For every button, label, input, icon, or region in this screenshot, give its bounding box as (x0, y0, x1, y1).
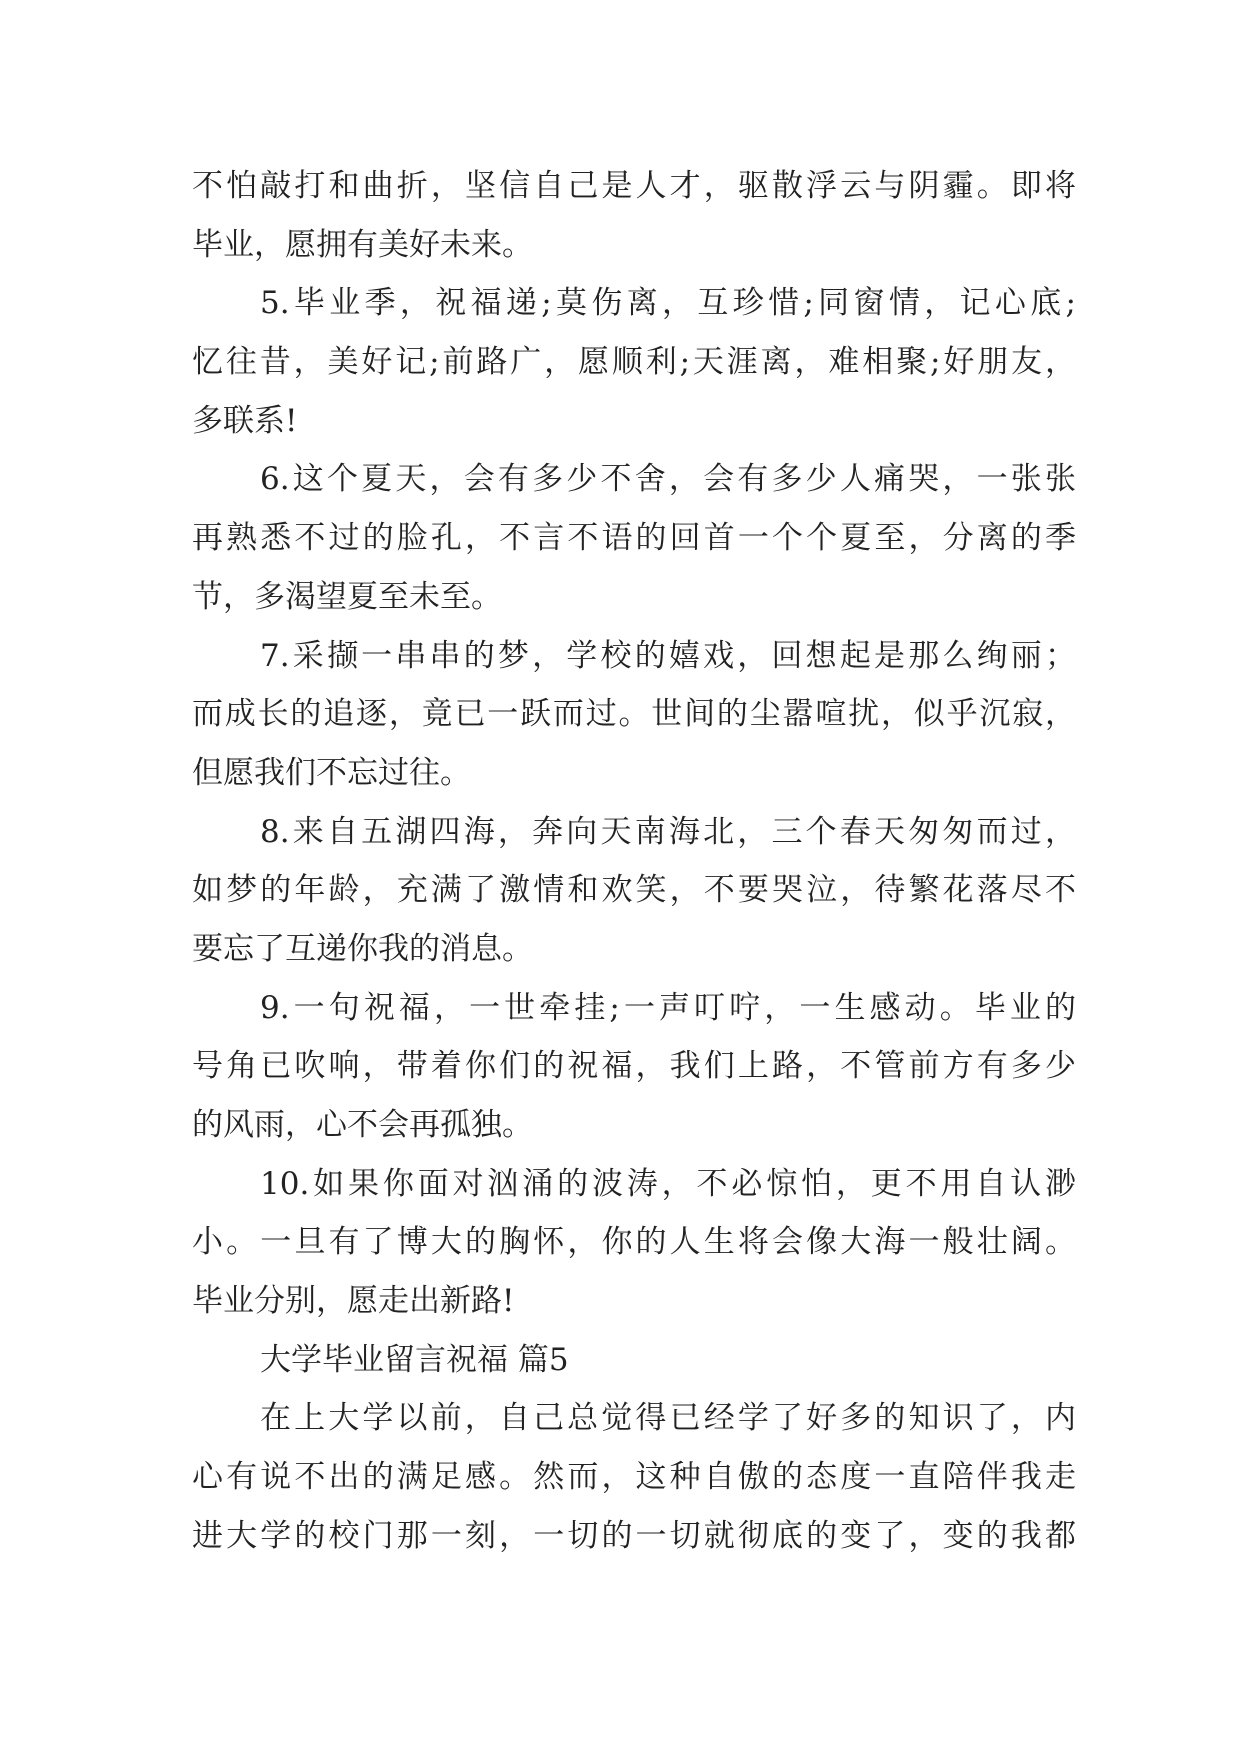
list-item-6 (192, 450, 1076, 626)
text-line: 但愿我们不忘过往。 (192, 754, 471, 791)
text-line: 10.如果你面对汹涌的波涛，不必惊怕，更不用自认渺 (260, 1165, 1076, 1202)
text-line: 要忘了互递你我的消息。 (192, 930, 533, 967)
text-line: 毕业，愿拥有美好未来。 (192, 226, 533, 263)
text-line: 号角已吹响，带着你们的祝福，我们上路，不管前方有多少 (192, 1048, 1076, 1085)
heading-text: 大学毕业留言祝福 篇5 (260, 1341, 569, 1378)
text-line: 不怕敲打和曲折，坚信自己是人才，驱散浮云与阴霾。即将 (192, 168, 1076, 204)
section-heading (192, 1331, 1076, 1390)
text-line: 8.来自五湖四海，奔向天南海北，三个春天匆匆而过， (260, 813, 1076, 850)
list-item-5 (192, 274, 1076, 450)
text-line: 心有说不出的满足感。然而，这种自傲的态度一直陪伴我走 (192, 1459, 1076, 1496)
text-line: 9.一句祝福，一世牵挂;一声叮咛，一生感动。毕业的 (260, 989, 1076, 1026)
text-line: 而成长的追逐，竟已一跃而过。世间的尘嚣喧扰，似乎沉寂， (192, 696, 1076, 733)
text-line: 在上大学以前，自己总觉得已经学了好多的知识了，内 (260, 1400, 1076, 1437)
list-item-8 (192, 803, 1076, 979)
text-line: 进大学的校门那一刻，一切的一切就彻底的变了，变的我都 (192, 1517, 1076, 1554)
text-line: 忆往昔，美好记;前路广，愿顺利;天涯离，难相聚;好朋友， (192, 344, 1076, 381)
text-line: 节，多渴望夏至未至。 (192, 578, 502, 615)
text-line: 毕业分别，愿走出新路! (192, 1283, 515, 1320)
text-line: 再熟悉不过的脸孔，不言不语的回首一个个夏至，分离的季 (192, 520, 1076, 557)
paragraph-continuation (192, 157, 1076, 274)
text-line: 的风雨，心不会再孤独。 (192, 1107, 533, 1143)
list-item-7 (192, 627, 1076, 803)
list-item-9 (192, 979, 1076, 1155)
text-line: 6.这个夏天，会有多少不舍，会有多少人痛哭，一张张 (260, 461, 1076, 498)
list-item-10 (192, 1155, 1076, 1331)
document-body (192, 157, 1076, 1566)
text-line: 5.毕业季，祝福递;莫伤离，互珍惜;同窗情，记心底; (260, 285, 1076, 322)
text-line: 7.采撷一串串的梦，学校的嬉戏，回想起是那么绚丽； (260, 637, 1076, 674)
text-line: 多联系! (192, 402, 298, 439)
text-line: 小。一旦有了博大的胸怀，你的人生将会像大海一般壮阔。 (192, 1224, 1076, 1261)
text-line: 如梦的年龄，充满了激情和欢笑，不要哭泣，待繁花落尽不 (192, 872, 1076, 909)
paragraph (192, 1389, 1076, 1565)
